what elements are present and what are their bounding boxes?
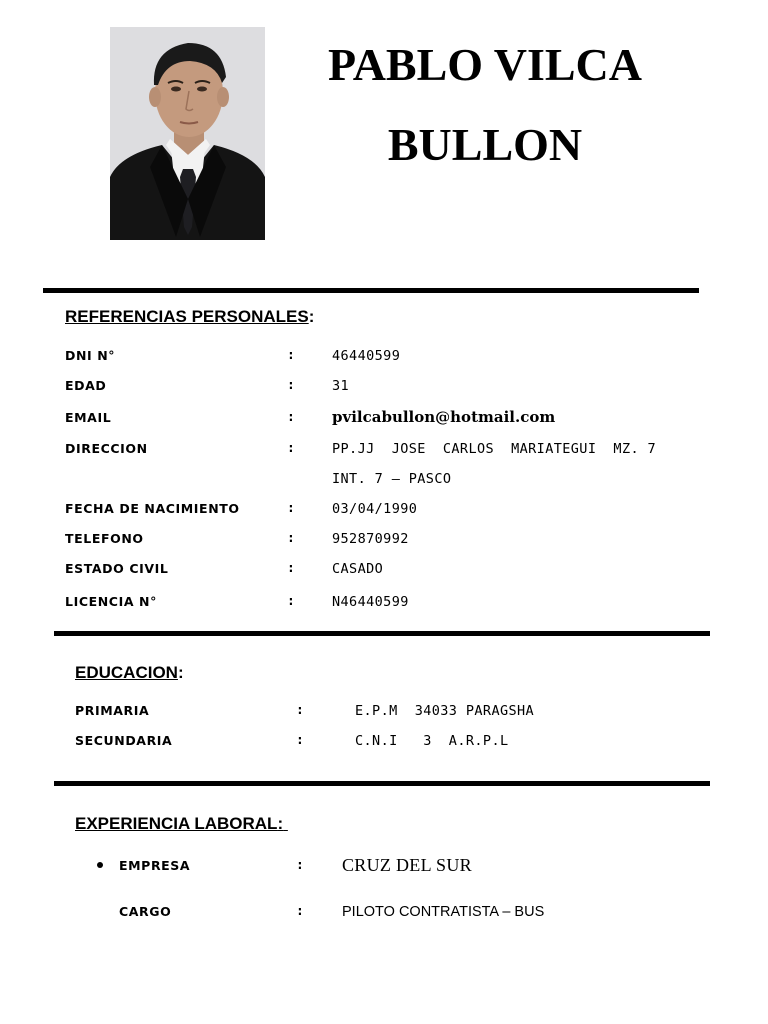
section-divider — [43, 288, 699, 293]
info-row-email — [65, 410, 685, 430]
info-value: 952870992 — [332, 531, 409, 547]
experience-row-cargo — [119, 904, 679, 924]
section-divider — [54, 781, 710, 786]
info-value: 31 — [332, 378, 350, 394]
education-value: C.N.I 3 A.R.P.L — [355, 733, 509, 749]
person-portrait-image — [110, 27, 265, 240]
info-value: CASADO — [332, 561, 384, 577]
info-separator: : — [287, 410, 295, 425]
info-label: FECHA DE NACIMIENTO — [65, 501, 240, 516]
section-heading-text: EDUCACION — [75, 663, 178, 682]
info-separator: : — [287, 378, 295, 393]
info-label: ESTADO CIVIL — [65, 561, 169, 576]
info-label: EDAD — [65, 378, 107, 393]
info-separator: : — [287, 531, 295, 546]
experience-label: EMPRESA — [119, 858, 191, 873]
info-label: TELEFONO — [65, 531, 144, 546]
info-label: EMAIL — [65, 410, 112, 425]
info-separator: : — [287, 441, 295, 456]
full-name-line-1: PABLO VILCA — [328, 39, 642, 90]
info-row-direccion-cont — [65, 471, 685, 491]
education-label: PRIMARIA — [75, 703, 150, 718]
section-heading-colon: : — [177, 663, 184, 682]
section-divider — [54, 631, 710, 636]
info-label: DNI N° — [65, 348, 116, 363]
info-separator: : — [296, 904, 304, 919]
info-value: N46440599 — [332, 594, 409, 610]
section-heading-colon: : — [277, 814, 284, 833]
section-heading-experiencia — [75, 814, 288, 834]
info-value: 46440599 — [332, 348, 401, 364]
section-heading-text: EXPERIENCIA LABORAL — [75, 814, 278, 833]
experience-value: CRUZ DEL SUR — [342, 855, 472, 875]
info-row-edad — [65, 378, 685, 398]
info-row-telefono — [65, 531, 685, 551]
section-heading-referencias — [65, 307, 314, 327]
section-heading-colon: : — [308, 307, 315, 326]
info-row-direccion — [65, 441, 685, 461]
info-row-estado-civil — [65, 561, 685, 581]
info-separator: : — [287, 594, 295, 609]
profile-photo — [110, 27, 265, 240]
info-separator: : — [296, 858, 304, 873]
education-row-primaria — [75, 703, 695, 723]
info-value: PP.JJ JOSE CARLOS MARIATEGUI MZ. 7 — [332, 441, 657, 457]
section-heading-trailing-space — [283, 814, 288, 833]
full-name-line-2: BULLON — [387, 119, 583, 170]
experience-value: PILOTO CONTRATISTA – BUS — [342, 904, 545, 920]
section-heading-text: REFERENCIAS PERSONALES — [65, 307, 309, 326]
info-separator: : — [287, 561, 295, 576]
info-separator: : — [296, 733, 304, 748]
bullet-icon — [97, 862, 103, 868]
info-separator: : — [296, 703, 304, 718]
education-row-secundaria — [75, 733, 695, 753]
section-heading-educacion — [75, 663, 184, 683]
info-label: LICENCIA N° — [65, 594, 157, 609]
info-row-fecha-nacimiento — [65, 501, 685, 521]
info-value: 03/04/1990 — [332, 501, 418, 517]
education-label: SECUNDARIA — [75, 733, 173, 748]
info-value-continued: INT. 7 – PASCO — [332, 471, 452, 487]
info-separator: : — [287, 501, 295, 516]
education-value: E.P.M 34033 PARAGSHA — [355, 703, 535, 719]
info-label: DIRECCION — [65, 441, 148, 456]
info-separator: : — [287, 348, 295, 363]
experience-label: CARGO — [119, 904, 172, 919]
email-value: pvilcabullon@hotmail.com — [332, 408, 556, 426]
experience-row-empresa — [119, 855, 679, 878]
info-row-dni — [65, 348, 685, 368]
info-row-licencia — [65, 594, 685, 614]
